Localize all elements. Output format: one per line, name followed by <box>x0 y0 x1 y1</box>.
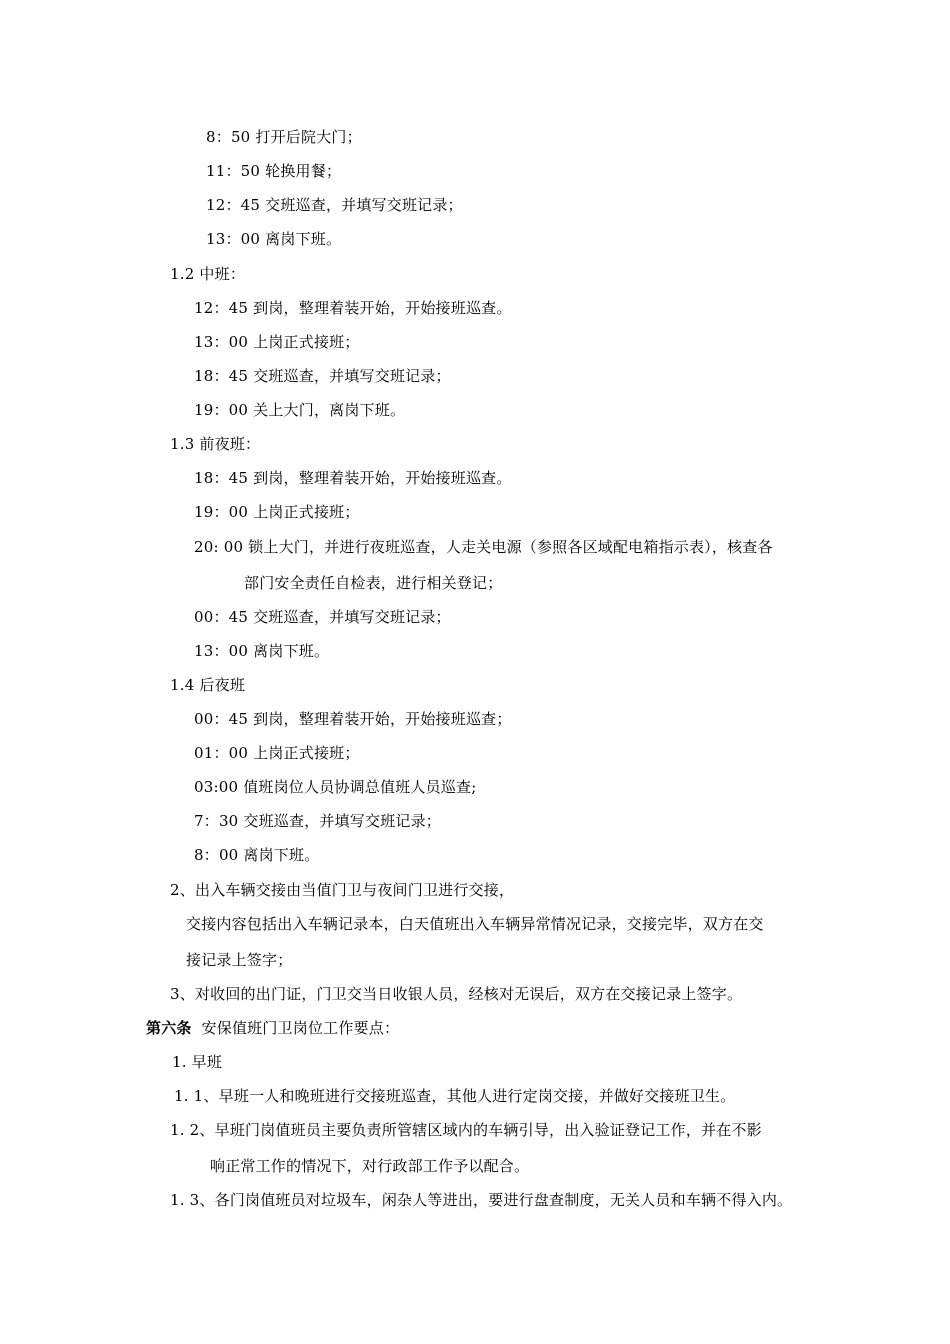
text-line: 12：45 到岗，整理着装开始，开始接班巡查。 <box>194 299 512 317</box>
text-line: 03:00 值班岗位人员协调总值班人员巡查; <box>194 778 477 796</box>
text-line: 8：00 离岗下班。 <box>194 846 320 864</box>
text-line: 19：00 关上大门，离岗下班。 <box>194 401 406 419</box>
section-heading: 1.2 中班： <box>170 265 246 283</box>
text-line: 20: 00 锁上大门，并进行夜班巡查，人走关电源（参照各区域配电箱指示表），核查各 <box>194 538 773 556</box>
section-heading: 1.3 前夜班： <box>170 435 261 453</box>
text-line: 11：50 轮换用餐； <box>206 162 342 180</box>
section-heading: 1.4 后夜班 <box>170 676 246 694</box>
article-title: 安保值班门卫岗位工作要点： <box>201 1019 400 1037</box>
text-line: 1. 3、各门岗值班员对垃圾车，闲杂人等进出，要进行盘查制度，无关人员和车辆不得入内。 <box>170 1191 793 1209</box>
text-line: 00：45 到岗，整理着装开始，开始接班巡查； <box>194 710 512 728</box>
text-line: 响正常工作的情况下，对行政部工作予以配合。 <box>210 1157 530 1175</box>
text-line: 7：30 交班巡查，并填写交班记录； <box>194 812 441 830</box>
text-line: 8：50 打开后院大门； <box>206 128 362 146</box>
text-line: 13：00 离岗下班。 <box>194 642 330 660</box>
text-line: 13：00 离岗下班。 <box>206 230 342 248</box>
section-heading: 1. 早班 <box>172 1053 223 1071</box>
text-line: 01：00 上岗正式接班； <box>194 744 360 762</box>
text-line: 3、对收回的出门证，门卫交当日收银人员，经核对无误后，双方在交接记录上签字。 <box>170 985 743 1003</box>
article-heading <box>146 1018 399 1038</box>
article-label: 第六条 <box>146 1019 192 1037</box>
text-line: 交接内容包括出入车辆记录本，白天值班出入车辆异常情况记录，交接完毕，双方在交 <box>186 915 764 933</box>
text-line: 12：45 交班巡查，并填写交班记录； <box>206 196 463 214</box>
text-line: 18：45 到岗，整理着装开始，开始接班巡查。 <box>194 469 512 487</box>
text-line: 18：45 交班巡查，并填写交班记录； <box>194 367 451 385</box>
text-line: 1. 1、早班一人和晚班进行交接班巡查，其他人进行定岗交接，并做好交接班卫生。 <box>174 1087 736 1105</box>
text-line: 接记录上签字； <box>186 951 293 969</box>
text-line: 00：45 交班巡查，并填写交班记录； <box>194 608 451 626</box>
text-line: 1. 2、早班门岗值班员主要负责所管辖区域内的车辆引导，出入验证登记工作，并在不影 <box>170 1121 762 1139</box>
text-line: 13：00 上岗正式接班； <box>194 333 360 351</box>
text-line: 19：00 上岗正式接班； <box>194 503 360 521</box>
text-line: 2、出入车辆交接由当值门卫与夜间门卫进行交接， <box>170 881 515 899</box>
text-line: 部门安全责任自检表，进行相关登记； <box>244 574 503 592</box>
